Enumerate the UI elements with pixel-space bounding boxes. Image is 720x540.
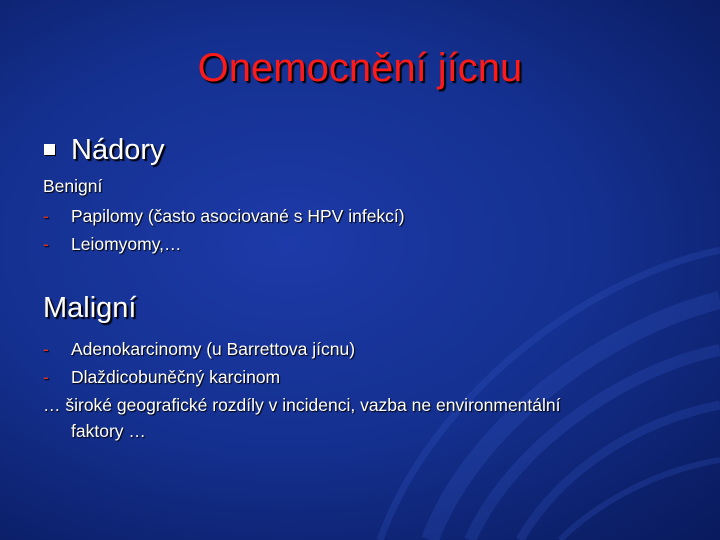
- heading-tumors: [44, 132, 165, 168]
- malignant-note-line-1: … široké geografické rozdíly v incidenci, vazba ne environmentální: [43, 395, 561, 415]
- slide-title: Onemocnění jícnu: [197, 46, 523, 90]
- benign-item-2: Leiomyomy,…: [71, 234, 182, 254]
- benign-label: Benigní: [43, 176, 103, 196]
- heading-tumors-label: Nádory: [71, 134, 165, 166]
- malignant-item-1: Adenokarcinomy (u Barrettova jícnu): [71, 339, 356, 359]
- dash-bullet-icon: -: [43, 339, 49, 359]
- malignant-label: Maligní: [43, 292, 137, 324]
- benign-item-1: Papilomy (často asociované s HPV infekcí): [71, 206, 405, 226]
- dash-bullet-icon: -: [43, 234, 49, 254]
- malignant-item-2: Dlaždicobuněčný karcinom: [71, 367, 281, 387]
- dash-bullet-icon: -: [43, 206, 49, 226]
- malignant-note-line-2: faktory …: [71, 421, 146, 441]
- square-bullet-icon: [44, 144, 55, 155]
- dash-bullet-icon: -: [43, 367, 49, 387]
